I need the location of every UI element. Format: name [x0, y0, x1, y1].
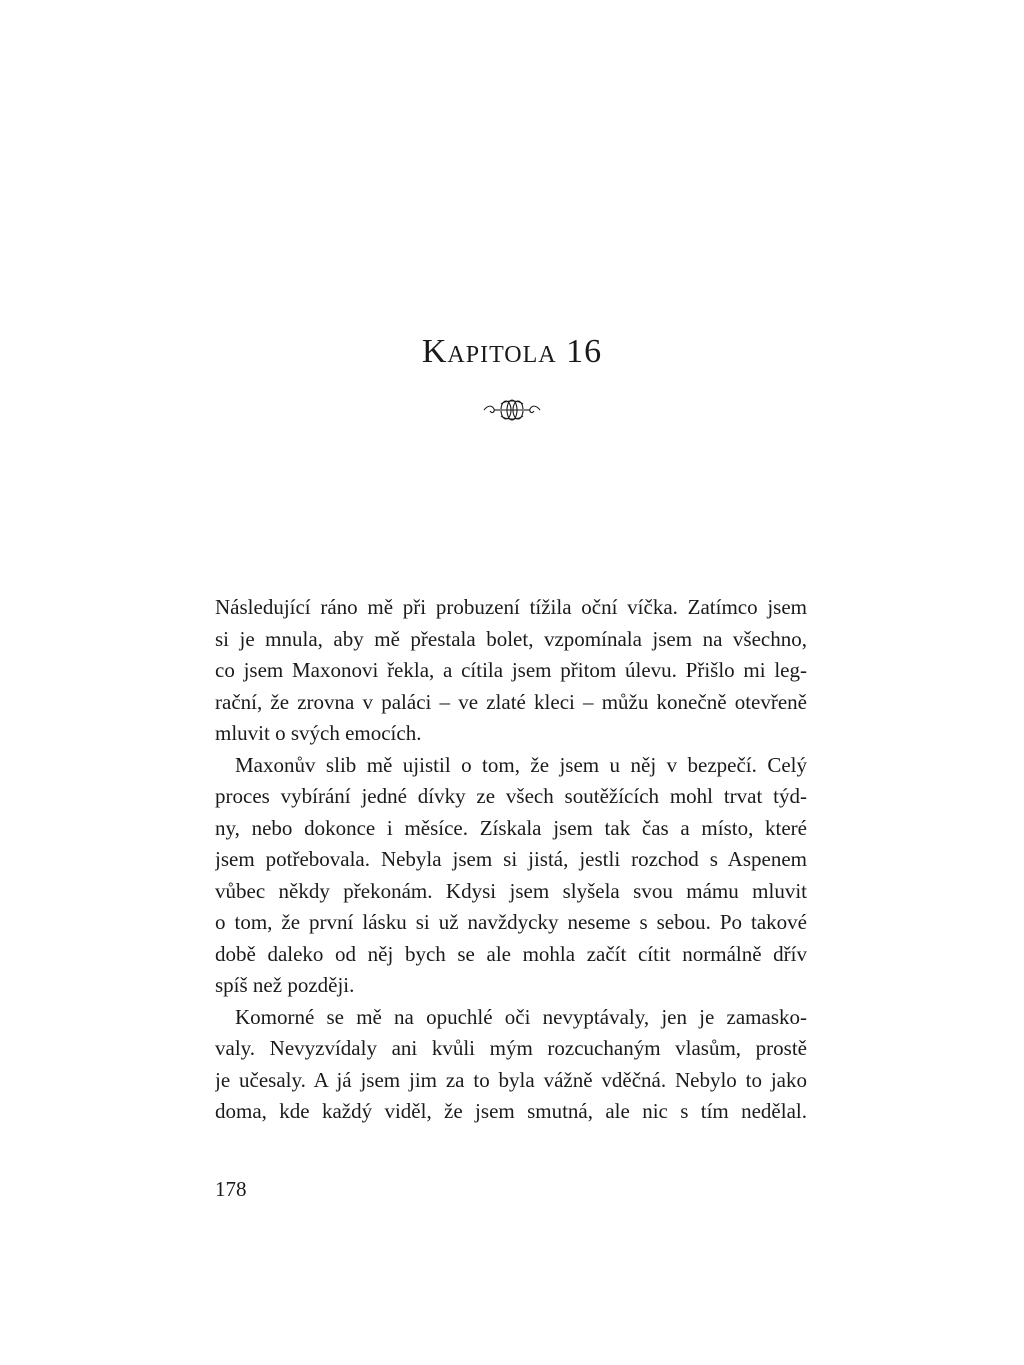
ornamental-flourish-icon — [482, 396, 542, 424]
text-line: doma, kde každý viděl, že jsem smutná, ale nic s tím nedělal. — [215, 1099, 807, 1123]
body-text — [215, 592, 807, 1128]
text-line: jsem potřebovala. Nebyla jsem si jistá, jestli rozchod s Aspenem — [215, 847, 807, 871]
text-line: mluvit o svých emocích. — [215, 721, 422, 745]
text-line: Maxonův slib mě ujistil o tom, že jsem u něj v bezpečí. Celý — [235, 752, 807, 777]
text-line: o tom, že první lásku si už navždycky neseme s sebou. Po takové — [215, 910, 807, 934]
text-line: vůbec někdy překonám. Kdysi jsem slyšela svou mámu mluvit — [215, 878, 807, 903]
text-line: je učesaly. A já jsem jim za to byla vážně vděčná. Nebylo to jako — [215, 1067, 807, 1092]
text-line: valy. Nevyzvídaly ani kvůli mým rozcuchaným vlasům, prostě — [215, 1036, 807, 1060]
text-line: co jsem Maxonovi řekla, a cítila jsem přitom úlevu. Přišlo mi leg- — [215, 658, 807, 682]
text-line: době daleko od něj bych se ale mohla začít cítit normálně dřív — [215, 941, 807, 966]
text-line: proces vybírání jedné dívky ze všech soutěžících mohl trvat týd- — [215, 784, 807, 808]
text-line: Následující ráno mě při probuzení tížila oční víčka. Zatímco jsem — [215, 595, 807, 619]
text-line: spíš než později. — [215, 973, 355, 997]
chapter-title: Kapitola 16 — [421, 333, 603, 370]
text-line: si je mnula, aby mě přestala bolet, vzpomínala jsem na všechno, — [215, 626, 807, 651]
text-line: ny, nebo dokonce i měsíce. Získala jsem tak čas a místo, které — [215, 815, 807, 840]
text-line: Komorné se mě na opuchlé oči nevyptávaly, jen je zamasko- — [235, 1004, 807, 1029]
page-number: 178 — [215, 1177, 247, 1201]
text-line: rační, že zrovna v paláci – ve zlaté kleci – můžu konečně otevřeně — [215, 689, 807, 714]
